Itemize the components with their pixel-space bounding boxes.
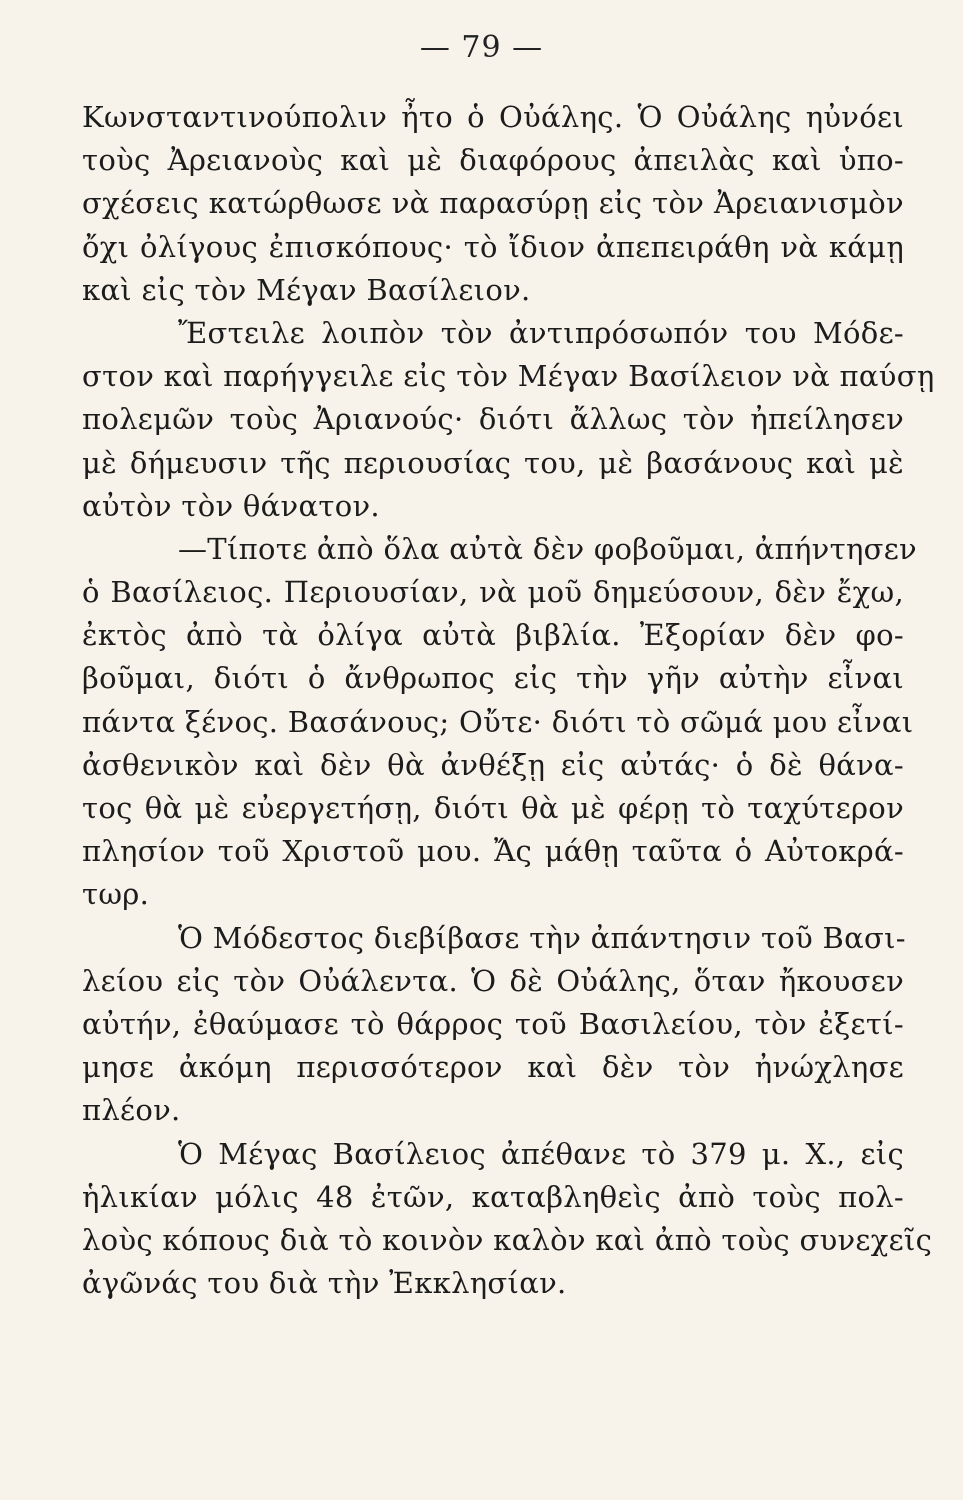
- text-line: ἐκτὸς ἀπὸ τὰ ὀλίγα αὐτὰ βιβλία. Ἐξορίαν δὲν φο-: [82, 618, 904, 653]
- text-line: πολεμῶν τοὺς Ἀριανούς· διότι ἄλλως τὸν ἠπείλησεν: [82, 402, 904, 437]
- text-line: Ὁ Μόδεστος διεβίβασε τὴν ἀπάντησιν τοῦ Βασι-: [178, 920, 906, 955]
- text-line: ὄχι ὀλίγους ἐπισκόπους· τὸ ἴδιον ἀπεπειράθη νὰ κάμῃ: [82, 229, 904, 264]
- text-line: Ὁ Μέγας Βασίλειος ἀπέθανε τὸ 379 μ. Χ., εἰς: [178, 1136, 904, 1171]
- text-line: σχέσεις κατώρθωσε νὰ παρασύρῃ εἰς τὸν Ἀρειανισμὸν: [82, 186, 904, 221]
- text-line: Ἔστειλε λοιπὸν τὸν ἀντιπρόσωπόν του Μόδε-: [178, 315, 904, 350]
- text-line: αὐτὸν τὸν θάνατον.: [82, 488, 380, 523]
- text-line: μησε ἀκόμη περισσότερον καὶ δὲν τὸν ἠνώχλησε: [82, 1050, 904, 1085]
- text-line: μὲ δήμευσιν τῆς περιουσίας του, μὲ βασάνους καὶ μὲ: [82, 445, 904, 480]
- text-line: τος θὰ μὲ εὐεργετήσῃ, διότι θὰ μὲ φέρῃ τὸ ταχύτερον: [82, 791, 904, 825]
- text-line: —Τίποτε ἀπὸ ὅλα αὐτὰ δὲν φοβοῦμαι, ἀπήντησεν: [178, 531, 917, 566]
- page-number: — 79 —: [419, 30, 544, 65]
- text-line: τοὺς Ἀρειανοὺς καὶ μὲ διαφόρους ἀπειλὰς καὶ ὑπο-: [82, 143, 904, 178]
- text-line: Κωνσταντινούπολιν ἦτο ὁ Οὐάλης. Ὁ Οὐάλης ηὐνόει: [82, 100, 904, 134]
- text-line: στον καὶ παρήγγειλε εἰς τὸν Μέγαν Βασίλειον νὰ παύσῃ: [82, 359, 935, 394]
- text-line: πλέον.: [82, 1093, 181, 1128]
- text-line: αὐτήν, ἐθαύμασε τὸ θάρρος τοῦ Βασιλείου, τὸν ἐξετί-: [82, 1006, 904, 1041]
- text-line: λείου εἰς τὸν Οὐάλεντα. Ὁ δὲ Οὐάλης, ὅταν ἤκουσεν: [82, 963, 904, 998]
- text-line: τωρ.: [82, 877, 150, 912]
- text-line: βοῦμαι, διότι ὁ ἄνθρωπος εἰς τὴν γῆν αὐτὴν εἶναι: [82, 661, 904, 696]
- text-line: ὁ Βασίλειος. Περιουσίαν, νὰ μοῦ δημεύσουν, δὲν ἔχω,: [82, 575, 904, 610]
- text-line: ἀσθενικὸν καὶ δὲν θὰ ἀνθέξῃ εἰς αὐτάς· ὁ δὲ θάνα-: [82, 747, 904, 782]
- text-line: ἡλικίαν μόλις 48 ἐτῶν, καταβληθεὶς ἀπὸ τοὺς πολ-: [82, 1179, 904, 1214]
- text-line: πάντα ξένος. Βασάνους; Οὔτε· διότι τὸ σῶμά μου εἶναι: [82, 704, 914, 739]
- page-body: [82, 96, 935, 1305]
- text-line: πλησίον τοῦ Χριστοῦ μου. Ἄς μάθῃ ταῦτα ὁ Αὐτοκρά-: [82, 834, 904, 869]
- text-line: ἀγῶνάς του διὰ τὴν Ἐκκλησίαν.: [82, 1266, 567, 1301]
- text-line: λοὺς κόπους διὰ τὸ κοινὸν καλὸν καὶ ἀπὸ τοὺς συνεχεῖς: [82, 1222, 933, 1257]
- text-line: καὶ εἰς τὸν Μέγαν Βασίλειον.: [82, 272, 531, 307]
